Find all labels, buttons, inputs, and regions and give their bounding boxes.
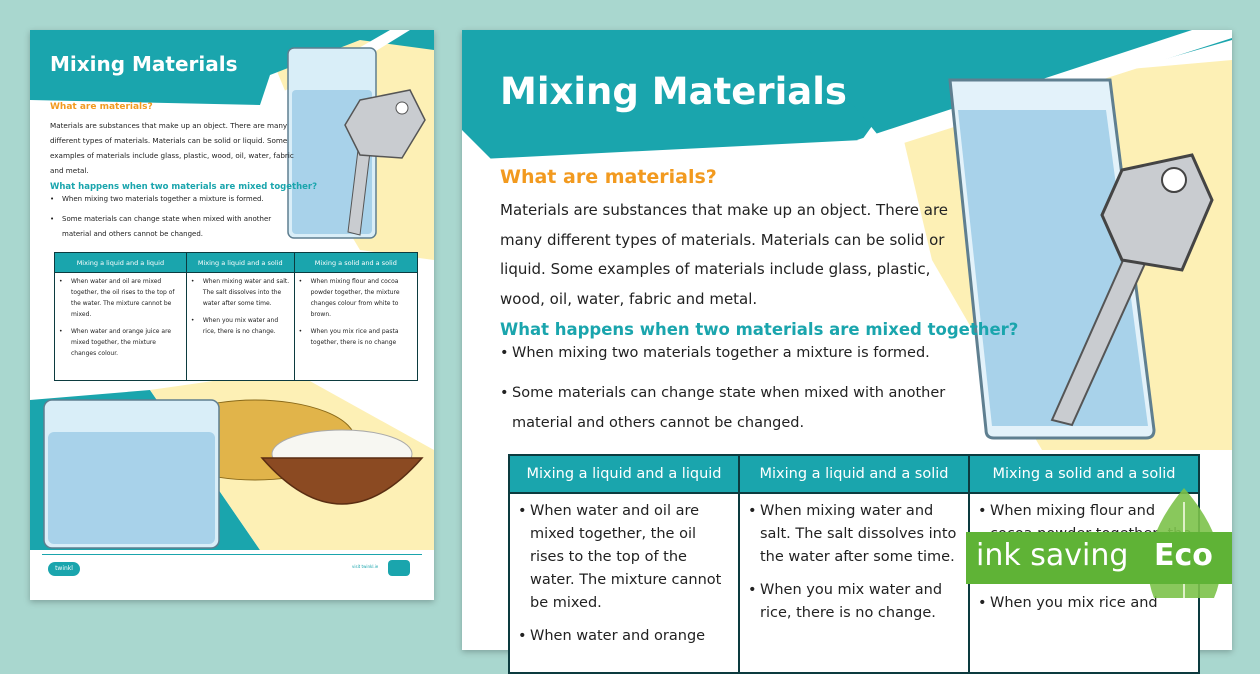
- footer-site: visit twinkl.ie: [352, 564, 379, 569]
- twinkl-logo: twinkl: [48, 562, 80, 576]
- list-item: • When water and orange: [518, 625, 732, 648]
- table-header: Mixing a liquid and a liquid: [509, 455, 739, 493]
- list-text: When water and oil are mixed together, the oil rises to the top of the water. The mixture cannot be mixed.: [71, 278, 175, 318]
- table-header: Mixing a liquid and a solid: [186, 253, 294, 273]
- list-item: • When mixing water and salt. The salt dissolves into the water after some time.: [190, 278, 290, 307]
- footer-divider: [42, 554, 422, 555]
- table-cell: [739, 493, 969, 673]
- bullet-item: • When mixing two materials together a mixture is formed.: [500, 345, 930, 361]
- ink-saving-eco-badge: [966, 488, 1232, 598]
- list-item: • When water and oil are mixed together, the oil rises to the top of the water. The mixture cannot be mixed.: [59, 276, 183, 320]
- materials-paragraph: Materials are substances that make up an object. There are many different types of materials. Materials can be solid or liquid. Some examples of materials include glass, plastic, wood, oil, water, fabric and metal.: [500, 201, 949, 308]
- page-title: Mixing Materials: [50, 52, 238, 76]
- list-item: • When water and oil are mixed together, the oil rises to the top of the water. The mixture cannot be mixed.: [518, 500, 732, 615]
- table-cell: [294, 273, 417, 381]
- ink-saving-label: ink saving: [976, 538, 1129, 573]
- list-text: When water and oil are mixed together, the oil rises to the top of the water. The mixture cannot be mixed.: [530, 503, 722, 611]
- eco-label: Eco: [1154, 538, 1213, 573]
- bullet-text: Some materials can change state when mixed with another material and others cannot be changed.: [512, 385, 946, 431]
- footer-badge-icon: [388, 560, 410, 576]
- list-text: When mixing water and salt. The salt dissolves into the water after some time.: [202, 278, 290, 307]
- bullet-text: When mixing two materials together a mixture is formed.: [62, 195, 264, 203]
- key-hole: [396, 102, 408, 114]
- bullet-item: • Some materials can change state when mixed with another material and others cannot be changed.: [50, 212, 290, 242]
- list-text: When mixing flour and cocoa powder together, the mixture changes colour from white to brown.: [310, 278, 400, 318]
- list-text: When mixing water and salt. The salt dissolves into the water after some time.: [760, 503, 957, 565]
- page-title: Mixing Materials: [500, 70, 847, 113]
- list-text: When water and orange: [530, 628, 706, 644]
- list-text: When mixing flour and: [990, 503, 1156, 519]
- table-cell: [186, 273, 294, 381]
- table-header: Mixing a liquid and a liquid: [55, 253, 187, 273]
- materials-paragraph: Materials are substances that make up an object. There are many different types of materials. Materials can be solid or liquid. Some examples of materials include glass, plastic, wood, oil, water, fabric and metal.: [50, 121, 294, 175]
- list-item: • When you mix water and rice, there is no change.: [748, 579, 962, 625]
- list-item: • When mixing flour and cocoa powder together, the mixture changes colour from white to brown.: [299, 276, 414, 320]
- list-text: When you mix water and rice, there is no change.: [760, 582, 943, 621]
- heading-what-are-materials: What are materials?: [50, 102, 153, 112]
- heading-mixing: What happens when two materials are mixed together?: [50, 182, 318, 192]
- list-item: • When water and orange juice are mixed together, the mixture changes colour.: [59, 326, 183, 359]
- list-item: • When you mix water and rice, there is no change.: [191, 315, 291, 337]
- mixing-table: [54, 252, 418, 381]
- table-cell: [55, 273, 187, 381]
- list-text: When you mix water and rice, there is no change.: [202, 317, 279, 335]
- small-poster-preview: [30, 30, 434, 600]
- bullet-item: • When mixing two materials together a mixture is formed.: [50, 195, 264, 203]
- list-text: When you mix rice and pasta together, there is no change: [310, 328, 399, 346]
- table-header: Mixing a solid and a solid: [294, 253, 417, 273]
- key-hole: [1162, 168, 1186, 192]
- table-header: Mixing a liquid and a solid: [739, 455, 969, 493]
- jug-water: [48, 432, 215, 544]
- table-header: Mixing a solid and a solid: [969, 455, 1199, 493]
- bullet-item: • Some materials can change state when mixed with another material and others cannot be changed.: [500, 378, 960, 438]
- list-item: • When mixing flour and: [978, 500, 1192, 546]
- table-cell: [509, 493, 739, 673]
- heading-mixing: What happens when two materials are mixed together?: [500, 320, 1019, 339]
- bullet-text: When mixing two materials together a mixture is formed.: [512, 345, 930, 361]
- list-item: • When you mix rice and pasta together, there is no change: [299, 326, 414, 348]
- list-item: • When you mix rice and: [978, 592, 1192, 615]
- list-text: When water and orange juice are mixed together, the mixture changes colour.: [71, 328, 172, 357]
- bullet-text: Some materials can change state when mixed with another material and others cannot be changed.: [62, 215, 272, 238]
- list-item: • When mixing water and salt. The salt dissolves into the water after some time.: [748, 500, 962, 569]
- list-text: When you mix rice and: [990, 595, 1158, 611]
- heading-what-are-materials: What are materials?: [500, 166, 717, 188]
